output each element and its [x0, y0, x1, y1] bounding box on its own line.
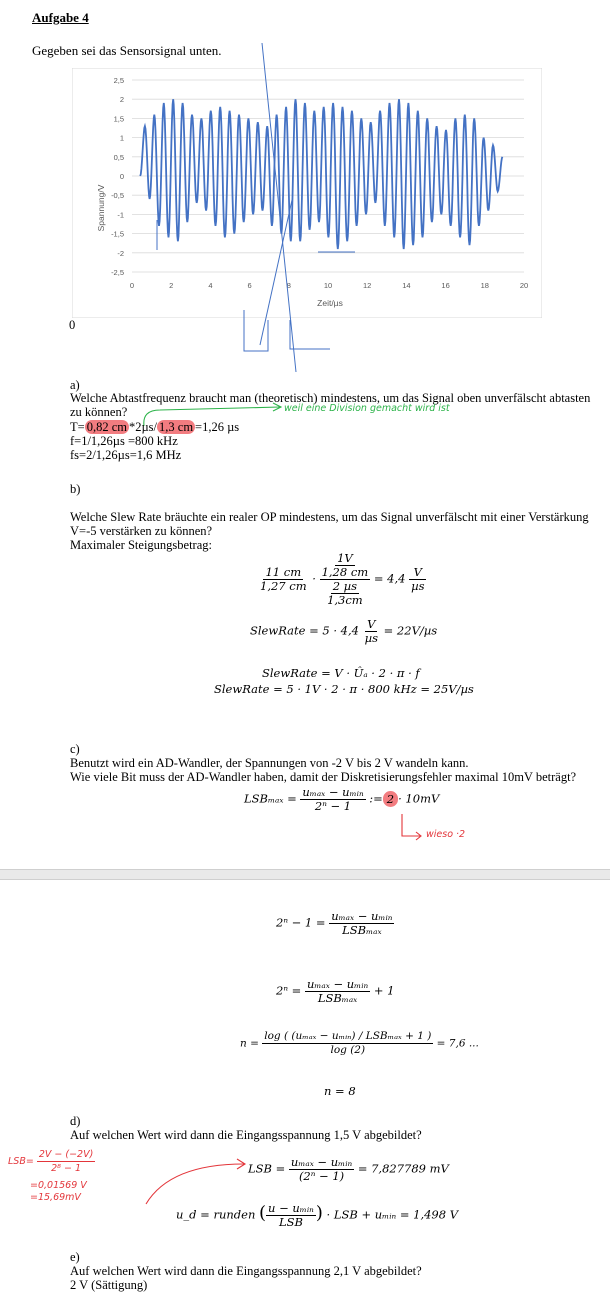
part-b-label: b) — [70, 482, 81, 496]
t-highlight-1: 0,82 cm — [86, 420, 127, 434]
eq-c-den: log (2) — [330, 1044, 366, 1056]
volt-cm: 1,28 cm — [321, 565, 369, 579]
period-bracket-right — [290, 320, 330, 349]
slewrate-1-unit — [363, 618, 380, 645]
hand-result-1: =0,01569 V — [30, 1180, 87, 1191]
eq-c-lhs: n = — [240, 1037, 259, 1050]
part-e-answer: 2 V (Sättigung) — [70, 1278, 148, 1292]
eq-a-den: LSBₘₐₓ — [342, 923, 382, 937]
part-a-label: a) — [70, 378, 80, 392]
x-tick-label: 10 — [323, 281, 333, 290]
lsb-den: 2ⁿ − 1 — [314, 799, 352, 813]
slope-unit-num: V — [413, 565, 422, 579]
x-tick-label: 2 — [169, 281, 174, 290]
hand-result-2: =15,69mV — [30, 1192, 81, 1203]
y-tick-label: 2,5 — [113, 76, 124, 85]
part-a-question-2: zu können? — [70, 405, 128, 419]
slewrate-1-unit-den: µs — [364, 631, 378, 645]
slope-unit-den: µs — [411, 579, 425, 593]
part-b-question-2: V=-5 verstärken zu können? — [70, 524, 213, 538]
eq-a-fraction — [329, 910, 394, 937]
slope-unit — [409, 566, 426, 593]
lsb-assign: := — [369, 791, 383, 806]
lsb-highlight: 2 — [383, 791, 398, 807]
x-axis-label: Zeit/µs — [317, 298, 343, 308]
ud-equation: u_d = runden ( $\frac{\text{u − uₘᵢₙ}}{\text{LSB}}$ ) · LSB + uₘᵢₙ = 1,498 V — [176, 1201, 459, 1229]
t-post: =1,26 µs — [195, 420, 240, 434]
frequency-line: f=1/1,26µs =800 kHz — [70, 434, 178, 448]
ud-post: · LSB + uₘᵢₙ = 1,498 V — [326, 1207, 459, 1222]
x-tick-label: 16 — [441, 281, 450, 290]
part-e-question: Auf welchen Wert wird dann die Eingangsspannung 2,1 V abgebildet? — [70, 1264, 422, 1278]
lsb-value-den: (2ⁿ − 1) — [298, 1169, 345, 1183]
y-tick-label: -2,5 — [111, 268, 124, 277]
eq-c-fraction — [262, 1030, 433, 1057]
x-tick-label: 12 — [363, 281, 372, 290]
x-tick-label: 0 — [129, 281, 135, 290]
slope-result: = 4,4 — [373, 571, 406, 586]
part-c-label: c) — [70, 742, 80, 756]
intro-text: Gegeben sei das Sensorsignal unten. — [32, 43, 222, 58]
time-top: 2 µs — [332, 579, 358, 593]
stray-zero-label: 0 — [69, 318, 76, 332]
volt-top: 1V — [337, 551, 353, 565]
slewrate-1-post: = 22V/µs — [383, 623, 438, 638]
lsb-lhs: LSBₘₐₓ = — [244, 791, 297, 806]
part-d-question: Auf welchen Wert wird dann die Eingangsspannung 1,5 V abgebildet? — [70, 1128, 422, 1142]
eq-b-fraction — [305, 978, 370, 1005]
y-tick-label: -2 — [117, 248, 124, 258]
page-title: Aufgabe 4 — [32, 10, 89, 25]
slope-fraction-2 — [320, 552, 371, 607]
hand-lsb-lhs: LSB= — [8, 1156, 34, 1167]
part-b-question-1: Welche Slew Rate bräuchte ein realer OP mindestens, um das Signal unverfälscht mit einer Verstärkung — [70, 510, 589, 524]
ud-num: u − uₘᵢₙ — [268, 1201, 314, 1215]
x-tick-label: 6 — [247, 281, 252, 290]
slope-compound-den — [325, 580, 365, 607]
equation-2n — [276, 978, 394, 1005]
x-tick-label: 14 — [402, 281, 411, 290]
lsb-definition — [244, 786, 439, 813]
part-c-line-1: Benutzt wird ein AD-Wandler, der Spannungen von -2 V bis 2 V wandeln kann. — [70, 756, 469, 770]
slope-compound-num — [320, 552, 371, 580]
ud-den: LSB — [278, 1215, 303, 1229]
y-tick-label: -0,5 — [111, 191, 124, 201]
y-tick-label: 2 — [119, 95, 124, 105]
slope-den: 1,27 cm — [260, 579, 307, 593]
handdrawn-overlay — [0, 0, 610, 380]
lsb-value-result: = 7,827789 mV — [357, 1161, 449, 1176]
lsb-value-fraction — [289, 1156, 354, 1183]
equation-n — [240, 1030, 479, 1057]
hand-lsb-fraction — [37, 1148, 95, 1175]
eq-c-num: log ( (uₘₐₓ − uₘᵢₙ) / LSBₘₐₓ + 1 ) — [264, 1030, 432, 1042]
diagonal-hand-line — [262, 43, 296, 372]
lsb-value-equation — [248, 1156, 449, 1183]
x-tick-label: 20 — [519, 281, 529, 290]
slope-equation: $\frac{11 cm}{1,27 cm}$ · 1V 1,28 cm 2 µs 1,3cm = 4,4 $\frac{V}{\text{µs}}$ — [260, 551, 425, 607]
lsb-value-num: uₘₐₓ − uₘᵢₙ — [290, 1155, 353, 1169]
eq-a-num: uₘₐₓ − uₘᵢₙ — [331, 909, 393, 923]
t-mid: *2µs/ — [128, 420, 158, 434]
green-annotation: weil eine Division gemacht wird ist — [284, 403, 450, 414]
eq-b-lhs: 2ⁿ = — [276, 983, 302, 998]
ud-fraction — [266, 1202, 316, 1229]
slope-fraction-1 — [258, 566, 309, 593]
y-tick-label: 1,5 — [113, 114, 124, 124]
x-tick-label: 4 — [208, 281, 213, 290]
slewrate-1-pre: SlewRate = 5 · 4,4 — [250, 623, 359, 638]
part-c-line-2: Wie viele Bit muss der AD-Wandler haben, damit der Diskretisierungsfehler maximal 10mV beträgt? — [70, 770, 577, 784]
red-annotation-wieso: wieso ·2 — [426, 829, 466, 840]
y-tick-label: 1 — [119, 133, 124, 143]
x-tick-label: 18 — [480, 281, 489, 290]
hand-lsb-num: 2V − (−2V) — [38, 1149, 94, 1160]
y-tick-label: 0 — [119, 172, 124, 181]
eq-c-post: = 7,6 ... — [436, 1037, 479, 1050]
handwritten-lsb — [8, 1148, 95, 1175]
eq-b-post: + 1 — [373, 983, 395, 998]
y-axis-label: Spannung/V — [96, 184, 106, 232]
sampling-frequency-line: fs=2/1,26µs=1,6 MHz — [70, 448, 182, 462]
eq-b-den: LSBₘₐₓ — [317, 991, 358, 1005]
x-tick-label: 8 — [286, 281, 291, 290]
period-equation — [70, 420, 239, 434]
lsb-fraction — [300, 786, 365, 813]
lsb-num: uₘₐₓ − uₘᵢₙ — [302, 785, 364, 799]
lsb-rest: · 10mV — [398, 791, 440, 806]
slewrate-equation-3: SlewRate = 5 · 1V · 2 · π · 800 kHz = 25V/µs — [214, 682, 474, 696]
diagonal-hand-line-2 — [260, 200, 292, 345]
equation-n-result: n = 8 — [324, 1084, 356, 1098]
equation-2n-minus-1 — [276, 910, 394, 937]
slewrate-equation-2: SlewRate = V · Ûₐ · 2 · π · f — [262, 666, 420, 680]
slewrate-equation-1 — [250, 618, 437, 645]
red-hook-arrow — [398, 812, 428, 842]
t-pre: T= — [70, 420, 85, 434]
slewrate-1-unit-num: V — [367, 617, 376, 631]
part-e-label: e) — [70, 1250, 80, 1264]
ud-lhs: u_d = runden — [176, 1207, 256, 1222]
lsb-value-lhs: LSB = — [248, 1161, 286, 1176]
part-b-subtitle: Maximaler Steigungsbetrag: — [70, 538, 212, 552]
hand-lsb-den: 2⁸ − 1 — [51, 1163, 82, 1174]
slope-num: 11 cm — [265, 565, 302, 579]
y-tick-label: 0,5 — [113, 152, 124, 162]
red-pointer-arrow — [140, 1150, 250, 1210]
eq-a-lhs: 2ⁿ − 1 = — [276, 915, 326, 930]
eq-b-num: uₘₐₓ − uₘᵢₙ — [306, 977, 369, 991]
part-d-label: d) — [70, 1114, 81, 1128]
part-a-question-1: Welche Abtastfrequenz braucht man (theoretisch) mindestens, um das Signal oben unverfälscht abtasten — [70, 391, 591, 405]
y-tick-label: -1,5 — [111, 229, 124, 239]
y-tick-label: -1 — [117, 210, 124, 220]
period-bracket-left — [244, 310, 268, 351]
t-highlight-2: 1,3 cm — [159, 420, 194, 434]
page-divider — [0, 869, 610, 880]
time-cm: 1,3cm — [327, 593, 363, 607]
